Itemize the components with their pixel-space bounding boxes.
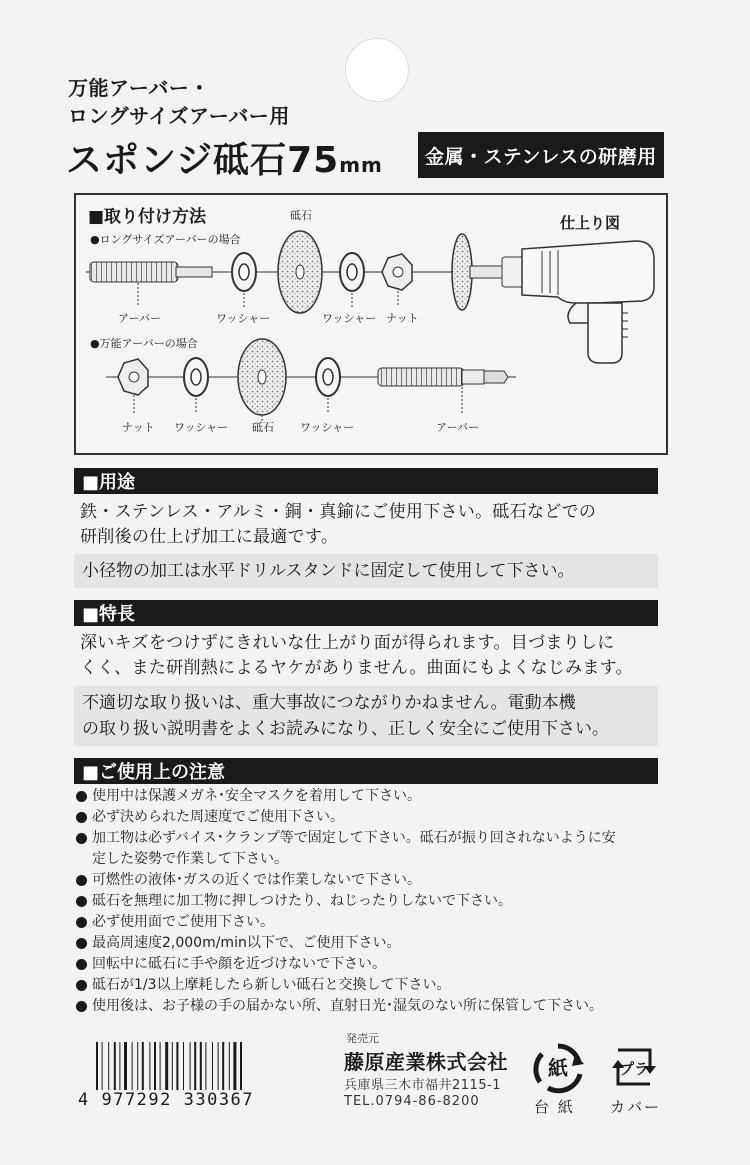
product-title: [66, 132, 383, 183]
plastic-recycle-label: カバー: [610, 1098, 662, 1116]
subtitle-line-2: ロングサイズアーバー用: [68, 104, 290, 128]
universal-stone-label: 砥石: [252, 421, 274, 434]
barcode-bar: [176, 1042, 178, 1090]
long-washer-1-label: ワッシャー: [216, 312, 271, 325]
universal-arbor-label: アーバー: [436, 421, 480, 434]
caution-item: [74, 996, 664, 1017]
long-arbor-case-label: ●ロングサイズアーバーの場合: [90, 233, 241, 246]
caution-item: [74, 954, 664, 975]
barcode-bar: [149, 1042, 150, 1090]
universal-stone: [238, 339, 286, 415]
universal-washer-1: [184, 358, 208, 396]
barcode-bar: [137, 1042, 138, 1090]
bullet-icon: [76, 938, 87, 949]
caution-text: 必ず使用面でご使用下さい。: [92, 914, 274, 930]
company-tel: TEL.0794-86-8200: [344, 1094, 480, 1109]
cautions-section-heading: ■ご使用上の注意: [74, 758, 658, 784]
caution-text: 砥石が1/3以上摩耗したら新しい砥石と交換して下さい。: [92, 977, 451, 993]
long-washer-2: [340, 253, 364, 291]
barcode-bar: [172, 1042, 173, 1090]
universal-arbor-case-label: ●万能アーバーの場合: [90, 337, 198, 350]
universal-washer-2-label: ワッシャー: [300, 421, 355, 434]
barcode-bar: [200, 1042, 202, 1090]
barcode-bar: [108, 1042, 109, 1090]
barcode-bar: [218, 1042, 219, 1090]
usage-line-1: 鉄・ステンレス・アルミ・銅・真鍮にご使用下さい。砥石などでの: [80, 502, 597, 522]
bullet-icon: [76, 875, 87, 886]
caution-item: [74, 891, 664, 912]
barcode-bar: [240, 1042, 242, 1090]
plastic-recycle-icon: [606, 1040, 662, 1096]
cautions-list: [74, 786, 664, 1017]
caution-item: [74, 807, 664, 828]
long-arbor-label: アーバー: [118, 312, 162, 325]
features-line-2: くく、また研削熱によるヤケがありません。曲面にもよくなじみます。: [80, 658, 633, 678]
caution-item: [74, 870, 664, 891]
long-arbor: [90, 262, 212, 282]
product-title-unit: mm: [339, 153, 383, 177]
barcode-bar: [102, 1042, 103, 1090]
barcode-bar: [212, 1042, 213, 1090]
bullet-icon: [76, 980, 87, 991]
universal-arbor: [378, 368, 508, 386]
bullet-icon: [76, 896, 87, 907]
bullet-icon: [76, 791, 87, 802]
installation-diagram-art: [76, 195, 666, 453]
barcode-bar: [124, 1042, 127, 1090]
bullet-icon: [76, 812, 87, 823]
paper-recycle-icon: [530, 1040, 586, 1096]
long-stone: [278, 231, 322, 313]
caution-text: 使用後は、お子様の手の届かない所、直射日光･湿気のない所に保管して下さい。: [92, 998, 603, 1014]
barcode-bar: [233, 1042, 236, 1090]
caution-item: [74, 975, 664, 996]
usage-note-box: 小径物の加工は水平ドリルスタンドに固定して使用して下さい。: [74, 554, 658, 588]
paper-recycle-text: 紙: [548, 1056, 568, 1080]
bullet-icon: [76, 1001, 87, 1012]
usage-badge: 金属・ステンレスの研磨用: [418, 132, 664, 178]
barcode-bar: [229, 1042, 230, 1090]
bullet-icon: [76, 833, 87, 844]
finished-view-label: 仕上り図: [560, 214, 621, 232]
long-washer-1: [232, 253, 256, 291]
hang-hole: [345, 38, 409, 102]
long-washer-2-label: ワッシャー: [322, 312, 377, 325]
drill-illustration: [440, 234, 654, 363]
barcode-bar: [205, 1042, 206, 1090]
subtitle-line-1: 万能アーバー・: [68, 76, 210, 100]
caution-item: [74, 933, 664, 954]
publisher-label: 発売元: [346, 1032, 379, 1045]
barcode-bar: [183, 1042, 184, 1090]
company-address: 兵庫県三木市福井2115-1: [344, 1078, 502, 1093]
barcode-number: 4 977292 330367: [78, 1090, 255, 1110]
safety-warning-line-1: 不適切な取り扱いは、重大事故につながりかねません。電動本機: [82, 693, 576, 713]
diagram-heading: ■取り付け方法: [88, 207, 207, 227]
caution-item: [74, 912, 664, 933]
universal-nut-label: ナット: [122, 421, 155, 434]
long-nut-label: ナット: [386, 312, 419, 325]
barcode-bar: [114, 1042, 116, 1090]
usage-section-heading: ■用途: [74, 468, 658, 494]
bullet-icon: [76, 917, 87, 928]
caution-item: [74, 828, 664, 849]
long-stone-label: 砥石: [290, 209, 312, 222]
caution-text: 可燃性の液体･ガスの近くでは作業しないで下さい。: [92, 872, 421, 888]
company-name: 藤原産業株式会社: [344, 1050, 508, 1074]
caution-text: 回転中に砥石に手や顔を近づけないで下さい。: [92, 956, 386, 972]
barcode-bar: [222, 1042, 224, 1090]
universal-nut: [118, 359, 148, 395]
caution-text: 砥石を無理に加工物に押しつけたり、ねじったりしないで下さい。: [92, 893, 512, 909]
features-line-1: 深いキズをつけずにきれいな仕上がり面が得られます。目づまりしに: [80, 633, 615, 653]
product-title-text: スポンジ砥石75: [66, 140, 340, 181]
bullet-icon: [76, 959, 87, 970]
features-section-heading: ■特長: [74, 600, 658, 626]
installation-diagram: [74, 193, 668, 455]
safety-warning-line-2: の取り扱い説明書をよくお読みになり、正しく安全にご使用下さい。: [82, 719, 609, 739]
safety-warning-box: [74, 686, 658, 746]
long-nut: [382, 254, 412, 290]
barcode-bar: [119, 1042, 120, 1090]
caution-item-continuation: [74, 849, 664, 870]
universal-washer-1-label: ワッシャー: [174, 421, 229, 434]
caution-text: 必ず決められた周速度でご使用下さい。: [92, 809, 344, 825]
caution-text: 使用中は保護メガネ･安全マスクを着用して下さい。: [92, 788, 421, 804]
barcode-bar: [96, 1042, 98, 1090]
caution-text: 最高周速度2,000m/min以下で、ご使用下さい。: [92, 935, 401, 951]
caution-text: 定した姿勢で作業して下さい。: [92, 851, 288, 867]
barcode-bar: [142, 1042, 144, 1090]
barcode-bar: [132, 1042, 133, 1090]
usage-line-2: 研削後の仕上げ加工に最適です。: [80, 527, 339, 547]
barcode-bar: [160, 1042, 161, 1090]
plastic-recycle-text: プラ: [618, 1060, 650, 1078]
caution-text: 加工物は必ずバイス･クランプ等で固定して下さい。砥石が振り回されないように安: [92, 830, 616, 846]
barcode-bar: [194, 1042, 196, 1090]
barcode-bar: [190, 1042, 191, 1090]
universal-washer-2: [316, 358, 340, 396]
caution-item: [74, 786, 664, 807]
paper-recycle-label: 台 紙: [534, 1098, 575, 1116]
barcode-bar: [165, 1042, 168, 1090]
barcode-bar: [154, 1042, 156, 1090]
